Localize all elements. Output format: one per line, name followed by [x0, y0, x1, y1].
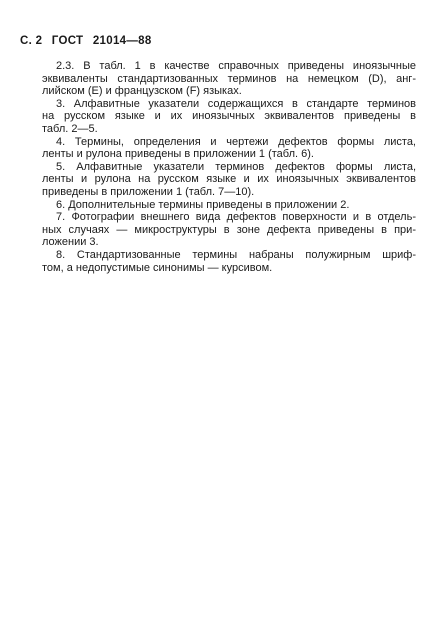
text-line: 6. Дополнительные термины приведены в приложении 2.: [56, 198, 350, 211]
paragraph-7: [42, 211, 416, 249]
paragraph-5: [42, 161, 416, 199]
text-line: 3. Алфавитные указатели содержащихся в стандарте терминов: [56, 97, 416, 110]
page-number: С. 2: [20, 35, 43, 47]
paragraph-3: [42, 98, 416, 136]
text-line: 7. Фотографии внешнего вида дефектов поверхности и в отдель-: [56, 211, 416, 224]
text-line: лийском (E) и французском (F) языках.: [42, 85, 242, 98]
text-line: том, а недопустимые синонимы — курсивом.: [42, 261, 273, 274]
text-line: ленты и рулона приведены в приложении 1 (табл. 6).: [42, 148, 314, 161]
paragraph-2-3: [42, 60, 416, 98]
text-line: на русском языке и их иноязычных эквивалентов приведены в: [42, 110, 416, 123]
text-line: 4. Термины, определения и чертежи дефектов формы листа,: [56, 135, 416, 148]
page-header: [20, 35, 158, 47]
text-line: 8. Стандартизованные термины набраны полужирным шриф-: [56, 248, 416, 261]
text-line: 2.3. В табл. 1 в качестве справочных приведены иноязычные: [56, 60, 416, 72]
standard-label: ГОСТ: [51, 35, 84, 47]
text-line: эквиваленты стандартизованных терминов на немецком (D), анг-: [42, 72, 416, 85]
text-line: ленты и рулона на русском языке и их иноязычных эквивалентов: [42, 173, 416, 186]
body-text: [42, 60, 416, 274]
paragraph-4: [42, 136, 416, 161]
text-line: ных случаях — микроструктуры в зоне дефекта приведены в при-: [42, 223, 416, 236]
text-line: табл. 2—5.: [42, 122, 98, 135]
text-line: ложении 3.: [42, 236, 99, 249]
paragraph-6: [42, 199, 416, 212]
text-line: приведены в приложении 1 (табл. 7—10).: [42, 185, 255, 198]
standard-number: 21014—88: [92, 35, 152, 47]
paragraph-8: [42, 249, 416, 274]
text-line: 5. Алфавитные указатели терминов дефектов формы листа,: [56, 160, 416, 173]
